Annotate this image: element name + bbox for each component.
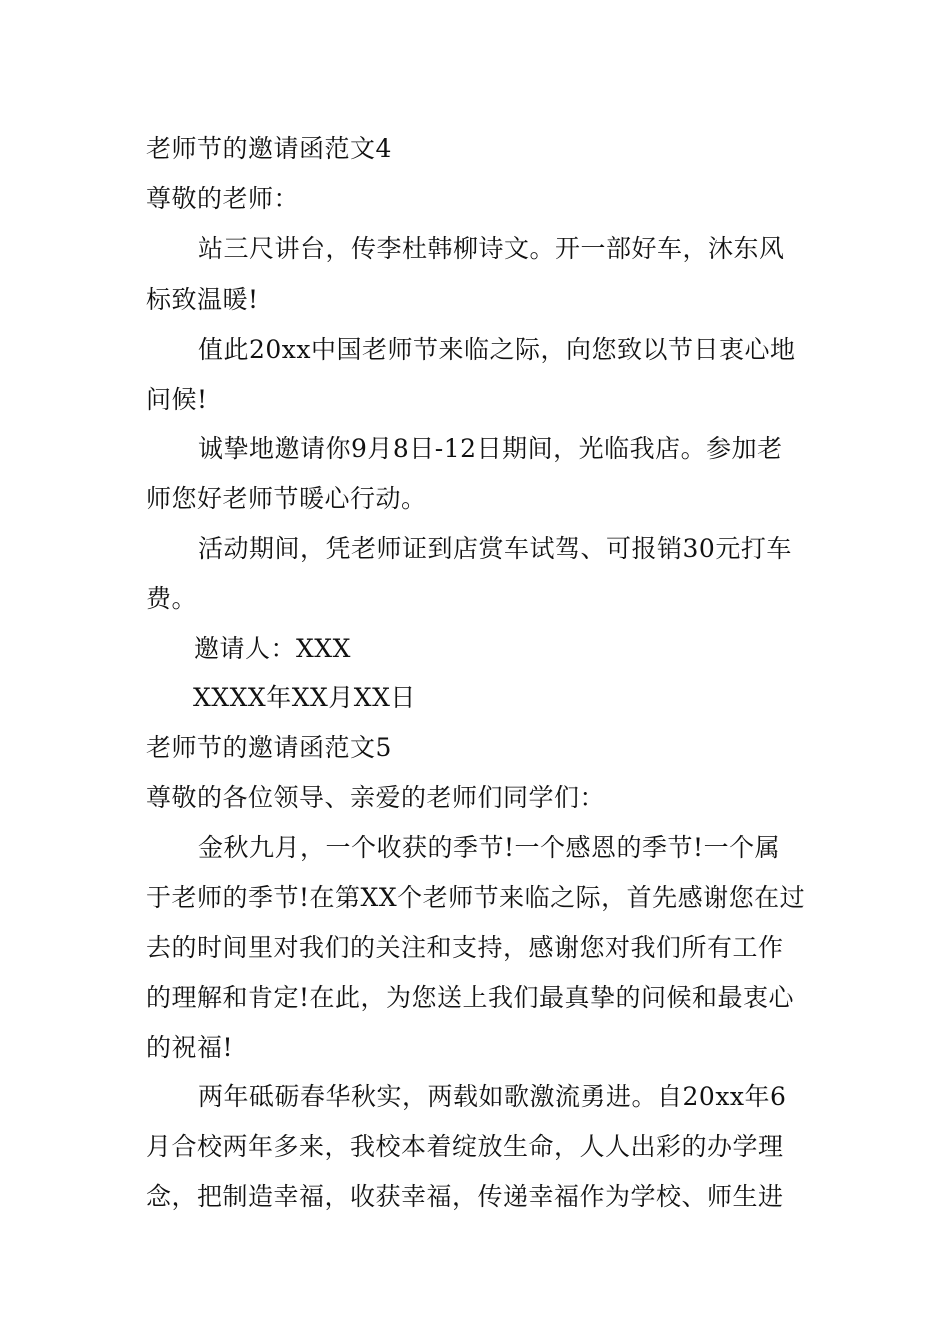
- section-4-title: 老师节的邀请函范文4: [146, 134, 392, 163]
- section-5-paragraph-1-line-5: 的祝福!: [146, 1033, 234, 1062]
- section-5-paragraph-1-line-2: 于老师的季节!在第XX个老师节来临之际，首先感谢您在过: [146, 883, 806, 912]
- section-4-paragraph-1-line-1: 站三尺讲台，传李杜韩柳诗文。开一部好车，沐东风: [198, 234, 785, 263]
- section-4-paragraph-2-line-2: 问候!: [146, 385, 208, 414]
- section-5-paragraph-1-line-4: 的理解和肯定!在此，为您送上我们最真挚的问候和最衷心: [146, 983, 795, 1012]
- section-4-paragraph-4-line-1: 活动期间，凭老师证到店赏车试驾、可报销30元打车: [198, 534, 792, 563]
- section-4-paragraph-2-line-1: 值此20xx中国老师节来临之际，向您致以节日衷心地: [198, 335, 796, 364]
- section-4-paragraph-1-line-2: 标致温暖!: [146, 285, 259, 314]
- section-5-paragraph-2-line-2: 月合校两年多来，我校本着绽放生命，人人出彩的办学理: [146, 1132, 784, 1161]
- section-5-paragraph-1-line-3: 去的时间里对我们的关注和支持，感谢您对我们所有工作: [146, 933, 784, 962]
- section-4-inviter: 邀请人：XXX: [194, 634, 351, 663]
- section-5-salutation: 尊敬的各位领导、亲爱的老师们同学们：: [146, 783, 606, 812]
- section-4-salutation: 尊敬的老师：: [146, 184, 300, 213]
- section-4-paragraph-4-line-2: 费。: [146, 584, 198, 613]
- section-5-title: 老师节的邀请函范文5: [146, 733, 392, 762]
- section-5-paragraph-1-line-1: 金秋九月，一个收获的季节!一个感恩的季节!一个属: [198, 833, 781, 862]
- section-5-paragraph-2-line-3: 念，把制造幸福，收获幸福，传递幸福作为学校、师生进: [146, 1182, 784, 1211]
- section-4-paragraph-3-line-2: 师您好老师节暖心行动。: [146, 484, 427, 513]
- section-4-paragraph-3-line-1: 诚挚地邀请你9月8日-12日期间，光临我店。参加老: [198, 434, 783, 463]
- section-5-paragraph-2-line-1: 两年砥砺春华秋实，两载如歌激流勇进。自20xx年6: [198, 1082, 787, 1111]
- section-4-date: XXXX年XX月XX日: [193, 683, 416, 712]
